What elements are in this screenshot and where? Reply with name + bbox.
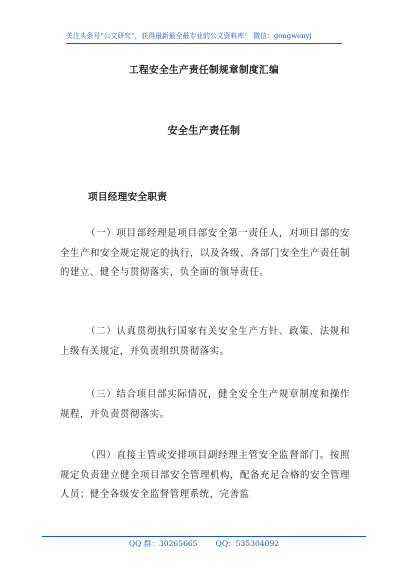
paragraph-3: （三）结合项目部实际情况，健全安全生产规章制度和操作规程，并负责贯彻落实。: [60, 389, 350, 420]
document-title: 工程安全生产责任制规章制度汇编: [129, 65, 279, 76]
header-promo-text: 关注头条号“公文研究”，获得最新最全最专业的公文资料库！ 微信：gongwenyj: [66, 30, 342, 44]
paragraph-2: （二）认真贯彻执行国家有关安全生产方针、政策、法规和上级有关规定，并负责组织贯彻落实。: [60, 326, 350, 357]
paragraph-4: （四）直接主管或安排项目副经理主管安全监督部门。按照规定负责建立健全项目部安全管理机构，配备充足合格的安全管理人员；健全各级安全监督管理系统，完善监: [60, 450, 350, 501]
footer-divider: [42, 536, 366, 537]
footer-qq-group: QQ 群：30265665: [128, 539, 198, 548]
paragraph-1: （一）项目部经理是项目部安全第一责任人，对项目部的安全生产和安全规定规定的执行，以及各级、各部门安全生产责任制的建立、健全与贯彻落实，负全面的领导责任。: [60, 228, 350, 279]
section-title: 安全生产责任制: [167, 126, 241, 137]
subsection-heading: 项目经理安全职责: [88, 192, 168, 203]
footer-qq: QQ：535304092: [215, 539, 280, 548]
footer-contact: [0, 538, 408, 549]
